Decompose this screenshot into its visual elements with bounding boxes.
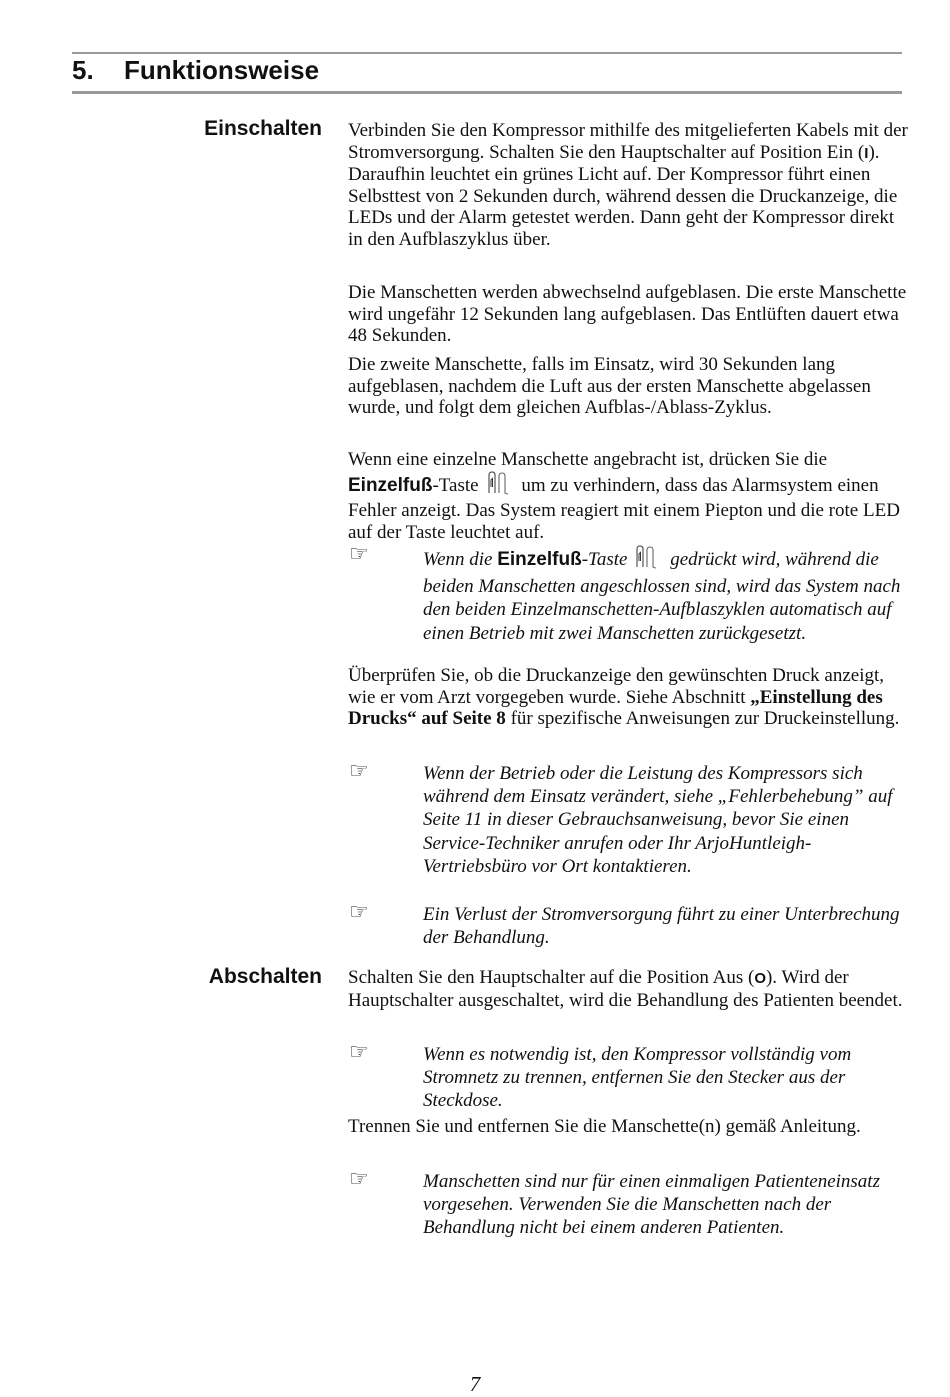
text-span: gedrückt wird, während die beiden Manschetten angeschlossen sind, wird das System nach den beiden Einzelmanschetten-Aufblaszyklen automatisch auf einen Betrieb mit zwei Manschetten zurückgesetzt.: [423, 549, 901, 644]
button-name: Einzelfuß: [497, 549, 582, 570]
single-foot-button-icon: [483, 471, 513, 501]
cross-reference: „Einstellung des Drucks“ auf Seite 8: [348, 686, 883, 729]
einschalten-paragraph-4: [348, 449, 908, 543]
header-rule-bottom: [72, 91, 902, 94]
einschalten-paragraph-3: Die zweite Manschette, falls im Einsatz, wird 30 Sekunden lang aufgeblasen, nachdem die Luft aus der ersten Manschette abgelassen wurde, und folgt dem gleichen Aufblas-/Ablass-Zyklus.: [348, 354, 871, 418]
text-span: ). Wird der Hauptschalter ausgeschaltet, wird die Behandlung des Patienten beendet.: [348, 967, 903, 1011]
abschalten-paragraph-2: Trennen Sie und entfernen Sie die Manschette(n) gemäß Anleitung.: [348, 1116, 861, 1137]
abschalten-note-2: Manschetten sind nur für einen einmaligen Patienteneinsatz vorgesehen. Verwenden Sie die Manschetten nach der Behandlung nicht bei einem anderen Patienten.: [423, 1171, 880, 1239]
text-span: Schalten Sie den Hauptschalter auf die Position Aus (: [348, 967, 755, 988]
text-span: Verbinden Sie den Kompressor mithilfe des mitgelieferten Kabels mit der Stromversorgung. Schalten Sie den Hauptschalter auf Position Ein (: [348, 120, 908, 163]
power-off-symbol: O: [754, 970, 766, 987]
page-number: 7: [469, 1372, 481, 1396]
pointing-hand-icon: ☞: [349, 759, 369, 784]
section-heading-abschalten: Abschalten: [208, 965, 322, 988]
text-span: Wenn eine einzelne Manschette angebracht ist, drücken Sie die: [348, 449, 828, 470]
chapter-number: 5.: [72, 55, 94, 85]
header-rule-top: [72, 52, 902, 54]
power-on-symbol: I: [864, 144, 869, 162]
text-span: Wenn die: [423, 549, 498, 570]
pointing-hand-icon: ☞: [349, 1040, 369, 1065]
text-span: um zu verhindern, dass das Alarmsystem einen Fehler anzeigt. Das System reagiert mit einem Piepton und die rote LED auf der Taste leuchtet auf.: [348, 474, 900, 543]
pointing-hand-icon: ☞: [349, 542, 369, 567]
einschalten-paragraph-1: [348, 120, 908, 250]
einschalten-note-2: Wenn der Betrieb oder die Leistung des Kompressors sich während dem Einsatz verändert, siehe „Fehlerbehebung” auf Seite 11 in dieser Gebrauchsanweisung, bevor Sie einen Service-Techniker anrufen oder Ihr ArjoHuntleigh-Vertriebsbüro vor Ort kontaktieren.: [423, 763, 893, 877]
text-span: -Taste: [581, 549, 628, 570]
text-span: ). Daraufhin leuchtet ein grünes Licht auf. Der Kompressor führt einen Selbsttest von 2 Sekunden durch, während dessen die Druckanzeige, die LEDs und der Alarm getestet werden. Dann geht der Kompressor direkt in den Aufblaszyklus über.: [348, 141, 898, 250]
text-span: Überprüfen Sie, ob die Druckanzeige den gewünschten Druck anzeigt, wie er vom Arzt vorgegeben wurde. Siehe Abschnitt: [348, 665, 885, 708]
abschalten-paragraph-1: [348, 967, 908, 1011]
pointing-hand-icon: ☞: [349, 1167, 369, 1192]
section-heading-einschalten: Einschalten: [204, 117, 322, 140]
einschalten-note-3: Ein Verlust der Stromversorgung führt zu einer Unterbrechung der Behandlung.: [423, 904, 900, 949]
abschalten-note-1: Wenn es notwendig ist, den Kompressor vollständig vom Stromnetz zu trennen, entfernen Sie den Stecker aus der Steckdose.: [423, 1044, 852, 1112]
einschalten-note-1: [423, 545, 908, 645]
text-span: für spezifische Anweisungen zur Druckeinstellung.: [505, 708, 900, 729]
text-span: -Taste: [432, 474, 479, 496]
button-name: Einzelfuß: [348, 474, 433, 496]
chapter-heading: [72, 55, 319, 86]
chapter-title: Funktionsweise: [124, 55, 320, 85]
pointing-hand-icon: ☞: [349, 900, 369, 925]
einschalten-paragraph-2: Die Manschetten werden abwechselnd aufgeblasen. Die erste Manschette wird ungefähr 12 Sekunden lang aufgeblasen. Das Entlüften dauert etwa 48 Sekunden.: [348, 282, 907, 346]
einschalten-paragraph-5: [348, 665, 908, 730]
single-foot-button-icon: [631, 545, 661, 575]
